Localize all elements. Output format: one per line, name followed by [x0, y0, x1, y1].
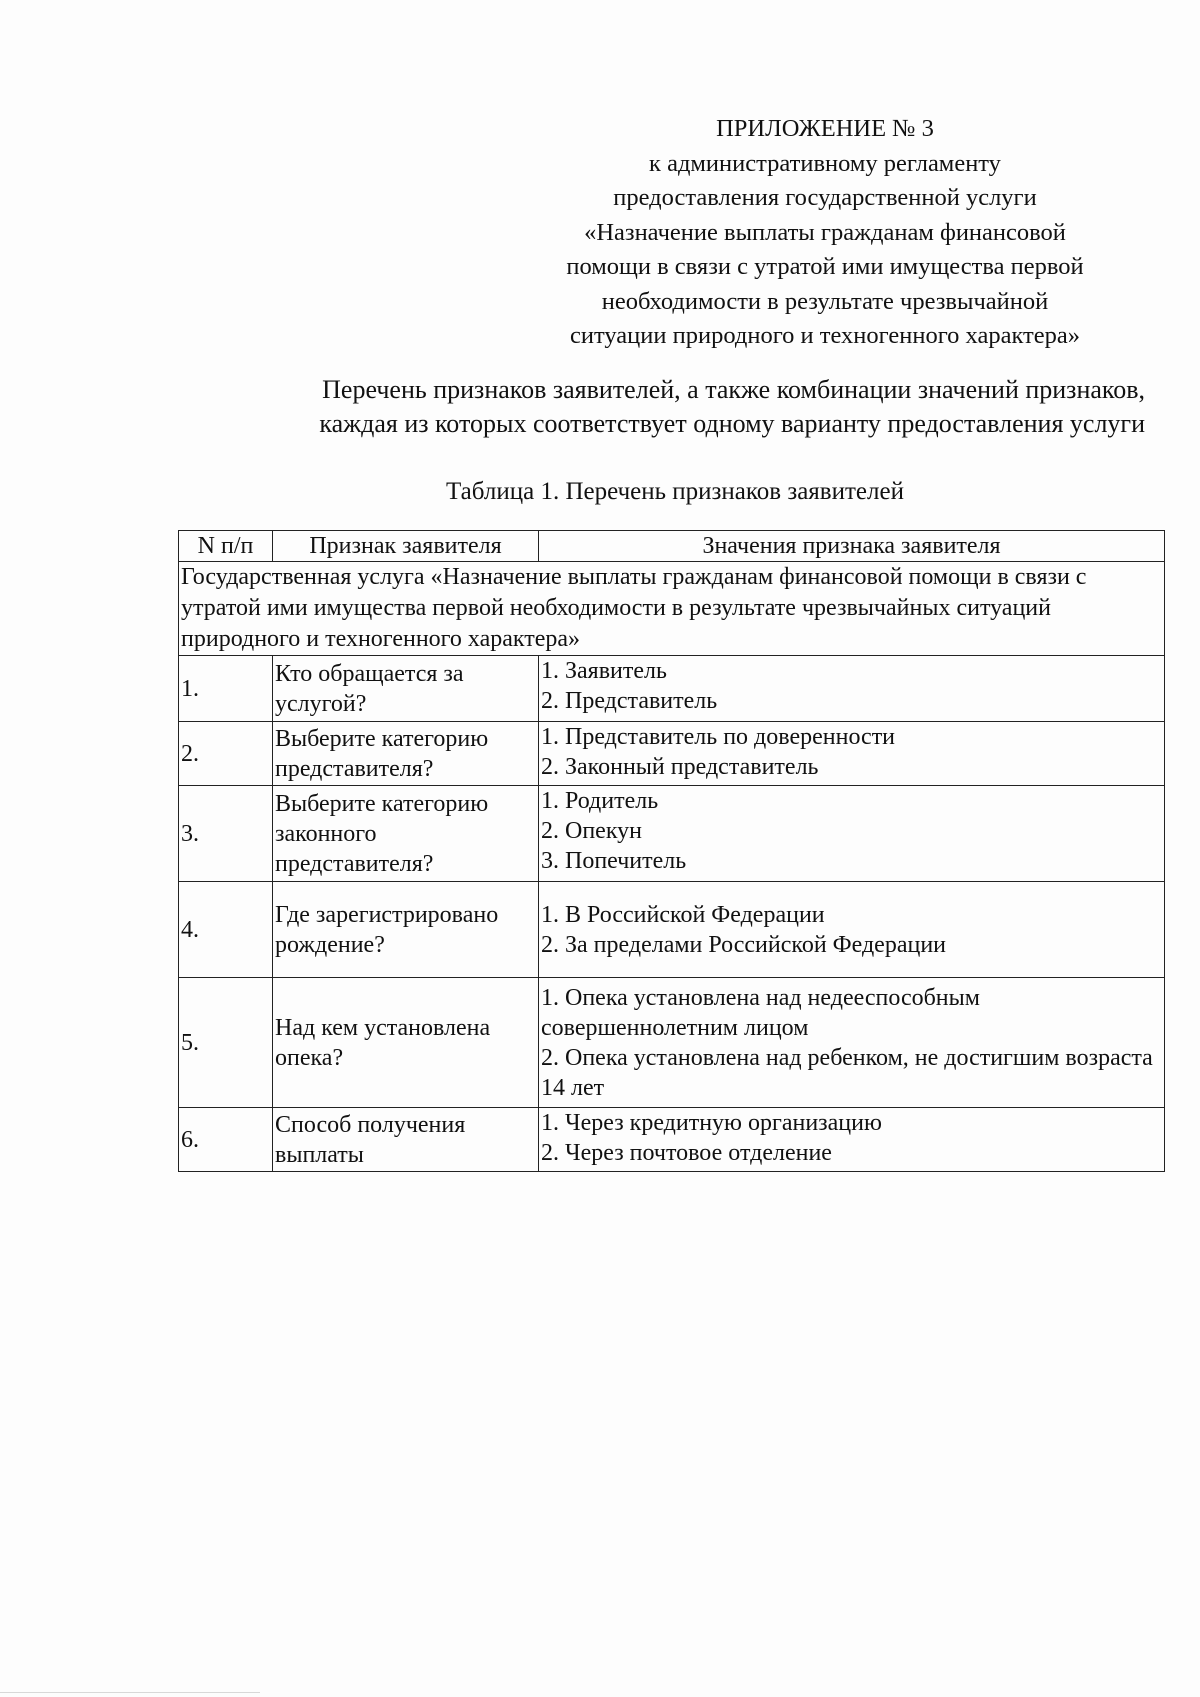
row-values	[539, 978, 1165, 1108]
row-feature: Где зарегистрировано рождение?	[273, 882, 539, 978]
appendix-header	[505, 112, 1145, 354]
row-number: 1.	[179, 656, 273, 722]
row-feature: Кто обращается за услугой?	[273, 656, 539, 722]
appendix-line: к административному регламенту	[649, 149, 1001, 177]
appendix-line: предоставления государственной услуги	[613, 184, 1037, 211]
column-header-feature: Признак заявителя	[273, 531, 539, 562]
value-option: 1. Заявитель	[541, 658, 667, 684]
value-option: 2. Законный представитель	[541, 754, 819, 780]
table-row	[179, 978, 1165, 1108]
row-number: 4.	[179, 882, 273, 978]
column-header-values: Значения признака заявителя	[539, 531, 1165, 562]
row-number: 6.	[179, 1108, 273, 1172]
table-row	[179, 882, 1165, 978]
value-option: 3. Попечитель	[541, 848, 687, 874]
table-row	[179, 786, 1165, 882]
value-option: 1. Родитель	[541, 788, 659, 814]
appendix-line: «Назначение выплаты гражданам финансовой	[584, 218, 1066, 246]
table-caption: Таблица 1. Перечень признаков заявителей	[446, 478, 904, 505]
appendix-line: ситуации природного и техногенного характера»	[570, 322, 1080, 349]
table-row	[179, 1108, 1165, 1172]
table-row	[179, 722, 1165, 786]
row-feature: Над кем установлена опека?	[273, 978, 539, 1108]
value-option: 2. За пределами Российской Федерации	[541, 931, 946, 958]
value-option: 1. Опека установлена над недееспособным совершеннолетним лицом	[541, 984, 980, 1041]
row-values	[539, 882, 1165, 978]
document-heading	[175, 373, 1145, 441]
row-number: 3.	[179, 786, 273, 882]
value-option: 1. В Российской Федерации	[541, 901, 825, 928]
heading-line: Перечень признаков заявителей, а также комбинации значений признаков,	[322, 375, 1145, 404]
row-values	[539, 656, 1165, 722]
service-name-cell: Государственная услуга «Назначение выплаты гражданам финансовой помощи в связи с утратой ими имущества первой необходимости в результате чрезвычайных ситуаций природного и техногенного характера»	[179, 562, 1165, 656]
applicant-features-table	[178, 530, 1165, 1172]
appendix-line: необходимости в результате чрезвычайной	[601, 287, 1049, 315]
column-header-number: N п/п	[179, 531, 273, 562]
value-option: 2. Опека установлена над ребенком, не достигшим возраста 14 лет	[541, 1044, 1153, 1101]
value-option: 1. Через кредитную организацию	[541, 1110, 882, 1136]
table-row	[179, 656, 1165, 722]
row-feature: Выберите категорию законного представителя?	[273, 786, 539, 882]
appendix-line: помощи в связи с утратой ими имущества первой	[566, 253, 1084, 280]
value-option: 1. Представитель по доверенности	[541, 724, 896, 750]
service-row	[179, 562, 1165, 656]
row-values	[539, 722, 1165, 786]
row-values	[539, 786, 1165, 882]
row-values	[539, 1108, 1165, 1172]
row-number: 5.	[179, 978, 273, 1108]
appendix-title: ПРИЛОЖЕНИЕ № 3	[716, 115, 934, 142]
value-option: 2. Опекун	[541, 818, 642, 844]
table-header-row	[179, 531, 1165, 562]
row-number: 2.	[179, 722, 273, 786]
value-option: 2. Через почтовое отделение	[541, 1140, 832, 1166]
row-feature: Выберите категорию представителя?	[273, 722, 539, 786]
row-feature: Способ получения выплаты	[273, 1108, 539, 1172]
heading-line: каждая из которых соответствует одному варианту предоставления услуги	[319, 409, 1145, 438]
value-option: 2. Представитель	[541, 688, 718, 714]
scan-edge-line	[0, 1692, 260, 1693]
